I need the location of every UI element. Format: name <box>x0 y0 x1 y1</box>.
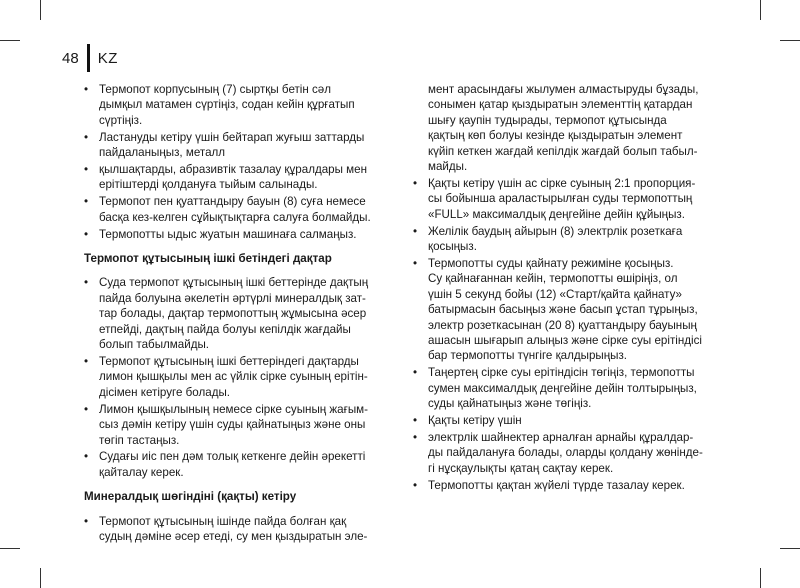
list-item: • Термопот корпусының (7) сыртқы бетін сәл дымқыл матамен сүртіңіз, содан кейін құрғатып сүртіңіз. <box>84 83 355 127</box>
bullet-icon: • <box>413 414 418 428</box>
bullet-icon: • <box>413 176 418 190</box>
header-divider <box>87 44 90 72</box>
list-item: • Термопотты ыдыс жуатын машинаға салмаңыз. <box>84 227 357 241</box>
right-column <box>413 82 731 495</box>
crop-mark <box>760 0 761 20</box>
care-list <box>84 82 384 242</box>
language-code: KZ <box>97 49 118 67</box>
continued-text: мент арасындағы жылумен алмастыруды бұзады, сонымен қатар қыздыратын элементтің қатардан шығу қаупін тудырады, термопот құтысында қақтың көп болуы кезінде қыздыратын элемент күйіп кеткен жағдай кепілдік жағдай болып табыл- майды. <box>428 83 699 174</box>
section-title-descaling: Минералдық шөгіндіні (қақты) кетіру <box>84 490 297 504</box>
bullet-icon: • <box>84 450 89 464</box>
list-item: • Лимон қышқылының немесе сірке суының жағым- сыз дәмін кетіру үшін суды қайнатыңыз және оны төгіп тастаңыз. <box>84 402 369 447</box>
list-item: • Термопот пен қуаттандыру бауын (8) суға немесе басқа кез-келген сұйықтықтарға салуға болмайды. <box>84 195 371 224</box>
bullet-icon: • <box>413 478 418 492</box>
list-item: • Термопот құтысының ішкі беттеріндегі дақтарды лимон қышқылы мен ас үйлік сірке суының ерітін- дісімен кетіруге болады. <box>84 355 368 399</box>
crop-mark <box>40 0 41 20</box>
crop-mark <box>0 548 20 549</box>
bullet-icon: • <box>84 402 89 416</box>
page-number: 48 <box>62 49 79 67</box>
list-item: • Термопотты қақтан жүйелі түрде тазалау керек. <box>413 478 685 492</box>
list-item: • Термопот құтысының ішінде пайда болған қақ судың дәміне әсер етеді, су мен қыздыратын эле- <box>84 514 368 544</box>
descaling-steps-list <box>413 176 731 493</box>
crop-mark <box>0 40 20 41</box>
list-item: • Суда термопот құтысының ішкі беттерінде дақтың пайда болуына әкелетін әртүрлі минералдық зат- тар болады, дақтар термопоттың жұмысына әсер етпейді, дақтың пайда болуы кепілдік жағдайы болып табылмайды. <box>84 276 369 352</box>
bullet-icon: • <box>413 366 418 380</box>
left-column <box>84 82 384 546</box>
crop-mark <box>40 568 41 588</box>
bullet-icon: • <box>84 514 89 528</box>
bullet-icon: • <box>84 130 89 144</box>
section-title-stains: Термопот құтысының ішкі бетіндегі дақтар <box>84 252 332 266</box>
list-item: • Таңертең сірке суы ерітіндісін төгіңіз, термопотты сумен максималдық деңгейіне дейін толтырыңыз, суды қайнатыңыз және төгіңіз. <box>413 366 697 411</box>
list-item: • Қақты кетіру үшін <box>413 414 522 428</box>
list-item: • қылшақтарды, абразивтік тазалау құралдары мен ерітіштерді қолдануға тыйым салынады. <box>84 163 367 192</box>
bullet-icon: • <box>84 195 89 209</box>
bullet-icon: • <box>84 83 89 96</box>
list-item: • Термопотты суды қайнату режиміне қосыңыз. Су қайнағаннан кейін, термопотты өшіріңіз, ол үшін 5 секунд бойы (12) «Старт/қайта қайнату» батырмасын басыңыз және басып ұстап тұрыңыз, электр розеткасынан (20 8) қуаттандыру бауының ашасын шығарып алыңыз және сірке суы ерітіндісі бар термопотты түнгіге қалдырыңыз. <box>413 256 702 363</box>
bullet-icon: • <box>413 430 418 444</box>
crop-mark <box>780 40 800 41</box>
crop-mark <box>760 568 761 588</box>
bullet-icon: • <box>413 256 418 270</box>
bullet-icon: • <box>84 163 89 177</box>
list-item: • Қақты кетіру үшін ас сірке суының 2:1 пропорция- сы бойынша араластырылған суды термопоттың «FULL» максималдық деңгейіне дейін құйыңыз. <box>413 176 696 221</box>
bullet-icon: • <box>84 276 89 290</box>
bullet-icon: • <box>413 224 418 238</box>
stains-list <box>84 275 384 480</box>
list-item: • электрлік шайнектер арналған арнайы құралдар- ды пайдалануға болады, оларды қолдану жөнінде- гі нұсқаулықты қатаң сақтау керек. <box>413 430 703 475</box>
list-item: • Желілік баудың айырын (8) электрлік розеткаға қосыңыз. <box>413 224 683 254</box>
bullet-icon: • <box>84 355 89 368</box>
list-item: • Судағы иіс пен дәм толық кеткенге дейін әрекетті қайталау керек. <box>84 450 366 479</box>
descaling-list <box>84 514 384 545</box>
crop-mark <box>780 548 800 549</box>
page-header <box>62 44 118 72</box>
list-item: • Ластануды кетіру үшін бейтарап жуғыш заттарды пайдаланыңыз, металл <box>84 130 365 160</box>
bullet-icon: • <box>84 227 89 241</box>
